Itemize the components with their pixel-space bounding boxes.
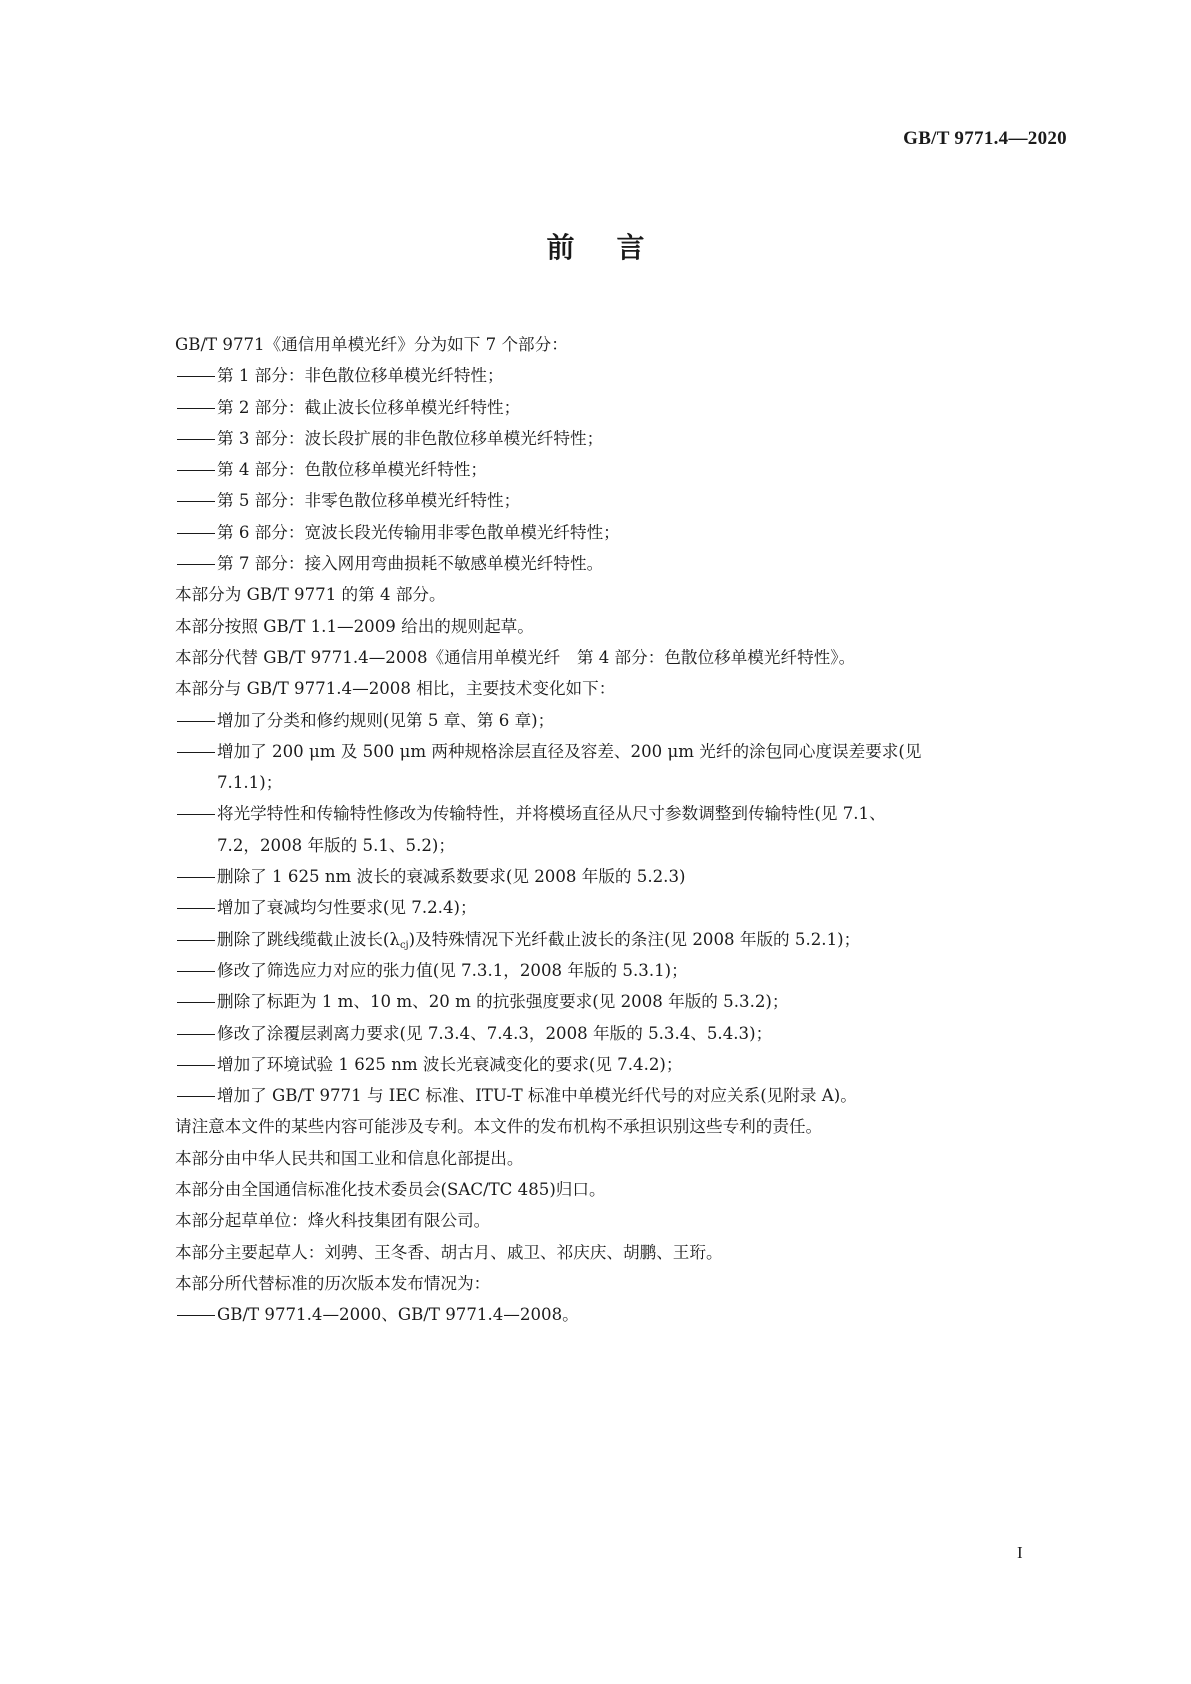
standard-code: GB/T 9771.4—2020 [903,128,1067,149]
drafting-unit: 本部分起草单位：烽火科技集团有限公司。 [175,1211,491,1231]
list-item: 第 2 部分：截止波长位移单模光纤特性； [175,392,1075,423]
dash-marker [177,1034,215,1035]
changes-intro-paragraph: 本部分与 GB/T 9771.4—2008 相比，主要技术变化如下： [175,679,616,699]
document-body [175,329,1075,1331]
replaces-paragraph: 本部分代替 GB/T 9771.4—2008《通信用单模光纤 第 4 部分：色散位移单模光纤特性》。 [175,647,856,667]
history-item: GB/T 9771.4—2000、GB/T 9771.4—2008。 [175,1299,1075,1330]
dash-marker [177,1315,215,1316]
intro-paragraph: GB/T 9771《通信用单模光纤》分为如下 7 个部分： [175,335,568,354]
page-title: 前言 [546,231,687,264]
dash-marker [177,1002,215,1003]
list-item: 第 1 部分：非色散位移单模光纤特性； [175,360,1075,391]
drafting-rules-paragraph: 本部分按照 GB/T 1.1—2009 给出的规则起草。 [175,616,534,636]
dash-marker [177,940,215,941]
change-item: 删除了标距为 1 m、10 m、20 m 的抗张强度要求(见 2008 年版的 5.3.2)； [175,986,1075,1017]
change-item: 将光学特性和传输特性修改为传输特性，并将模场直径从尺寸参数调整到传输特性(见 7.1、 [175,798,1075,829]
dash-marker [177,408,215,409]
dash-marker [177,1096,215,1097]
change-item: 增加了 GB/T 9771 与 IEC 标准、ITU-T 标准中单模光纤代号的对应关系(见附录 A)。 [175,1080,1075,1111]
dash-marker [177,814,215,815]
proposed-by: 本部分由中华人民共和国工业和信息化部提出。 [175,1148,524,1168]
change-item: 删除了 1 625 nm 波长的衰减系数要求(见 2008 年版的 5.2.3) [175,861,1075,892]
change-item: 删除了跳线缆截止波长(λcj)及特殊情况下光纤截止波长的条注(见 2008 年版的 5.2.1)； [175,924,1075,955]
list-item: 第 7 部分：接入网用弯曲损耗不敏感单模光纤特性。 [175,548,1075,579]
lambda-subscript: cj [399,939,409,951]
change-item: 增加了衰减均匀性要求(见 7.2.4)； [175,892,1075,923]
list-item: 第 4 部分：色散位移单模光纤特性； [175,454,1075,485]
dash-marker [177,376,215,377]
change-item: 修改了筛选应力对应的张力值(见 7.3.1，2008 年版的 5.3.1)； [175,955,1075,986]
this-part-paragraph: 本部分为 GB/T 9771 的第 4 部分。 [175,585,446,605]
dash-marker [177,533,215,534]
change-item: 增加了分类和修约规则(见第 5 章、第 6 章)； [175,705,1075,736]
patent-notice: 请注意本文件的某些内容可能涉及专利。本文件的发布机构不承担识别这些专利的责任。 [175,1117,823,1137]
list-item: 第 5 部分：非零色散位移单模光纤特性； [175,485,1075,516]
list-item: 第 3 部分：波长段扩展的非色散位移单模光纤特性； [175,423,1075,454]
dash-marker [177,1065,215,1066]
page-number: I [1017,1543,1023,1562]
dash-marker [177,470,215,471]
list-item: 第 6 部分：宽波长段光传输用非零色散单模光纤特性； [175,517,1075,548]
jurisdiction: 本部分由全国通信标准化技术委员会(SAC/TC 485)归口。 [175,1180,606,1200]
dash-marker [177,721,215,722]
change-item-continuation: 7.2，2008 年版的 5.1、5.2)； [217,835,455,855]
change-item-continuation: 7.1.1)； [217,773,283,793]
change-item: 修改了涂覆层剥离力要求(见 7.3.4、7.4.3，2008 年版的 5.3.4、5.4.3)； [175,1018,1075,1049]
change-item: 增加了环境试验 1 625 nm 波长光衰减变化的要求(见 7.4.2)； [175,1049,1075,1080]
dash-marker [177,877,215,878]
history-intro: 本部分所代替标准的历次版本发布情况为： [175,1273,491,1293]
dash-marker [177,908,215,909]
dash-marker [177,564,215,565]
dash-marker [177,752,215,753]
dash-marker [177,501,215,502]
drafters: 本部分主要起草人：刘骋、王冬香、胡古月、戚卫、祁庆庆、胡鹏、王珩。 [175,1242,723,1262]
change-item: 增加了 200 μm 及 500 μm 两种规格涂层直径及容差、200 μm 光纤的涂包同心度误差要求(见 [175,736,1075,767]
dash-marker [177,971,215,972]
dash-marker [177,439,215,440]
